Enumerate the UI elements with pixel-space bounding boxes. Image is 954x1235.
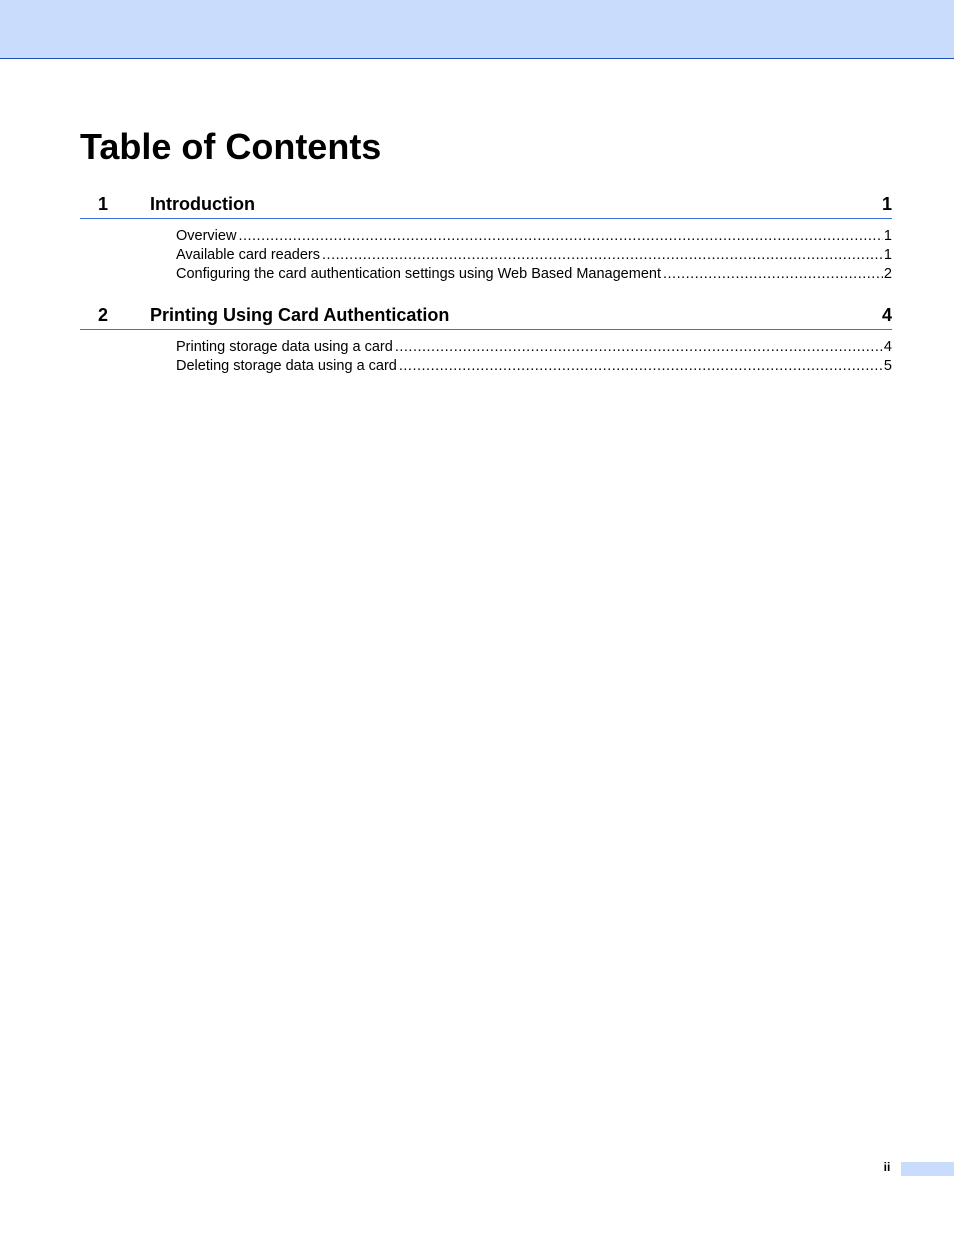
toc-entry-printing-storage-data[interactable]	[176, 338, 892, 357]
toc-entry-title[interactable]: Available card readers	[176, 247, 321, 263]
page-title: Table of Contents	[80, 126, 382, 167]
toc-entry-available-card-readers[interactable]	[176, 246, 892, 265]
dot-leader	[238, 227, 882, 246]
toc-entry-page: 5	[883, 358, 892, 374]
chapter-page-number: 1	[881, 194, 892, 214]
toc-chapter-introduction	[80, 192, 892, 284]
dot-leader	[322, 246, 883, 265]
toc-entry-title[interactable]: Printing storage data using a card	[176, 339, 393, 355]
page-number: ii	[883, 1160, 891, 1174]
toc-chapter-printing-using-card-authentication	[80, 303, 892, 376]
toc-entries	[176, 338, 892, 376]
toc-entry-page: 1	[883, 228, 892, 244]
toc-entry-overview[interactable]	[176, 227, 892, 246]
chapter-number: 1	[98, 194, 109, 214]
toc-entry-page: 1	[883, 247, 892, 263]
toc-entry-title[interactable]: Configuring the card authentication settings using Web Based Management	[176, 266, 661, 282]
toc-entry-title[interactable]: Overview	[176, 228, 237, 244]
chapter-title[interactable]: Introduction	[150, 194, 255, 214]
toc-entry-deleting-storage-data[interactable]	[176, 357, 892, 376]
dot-leader	[395, 338, 883, 357]
chapter-page-number: 4	[881, 305, 892, 325]
chapter-heading[interactable]	[80, 192, 892, 219]
dot-leader	[399, 357, 883, 376]
dot-leader	[663, 265, 883, 284]
toc-entry-page: 4	[883, 339, 892, 355]
toc-entries	[176, 227, 892, 284]
footer-band	[901, 1162, 954, 1176]
toc-entry-configuring-card-authentication[interactable]	[176, 265, 892, 284]
chapter-title[interactable]: Printing Using Card Authentication	[150, 305, 450, 325]
chapter-heading[interactable]	[80, 303, 892, 330]
toc-entry-page: 2	[883, 266, 892, 282]
header-band	[0, 0, 954, 59]
chapter-number: 2	[98, 305, 109, 325]
toc-entry-title[interactable]: Deleting storage data using a card	[176, 358, 397, 374]
